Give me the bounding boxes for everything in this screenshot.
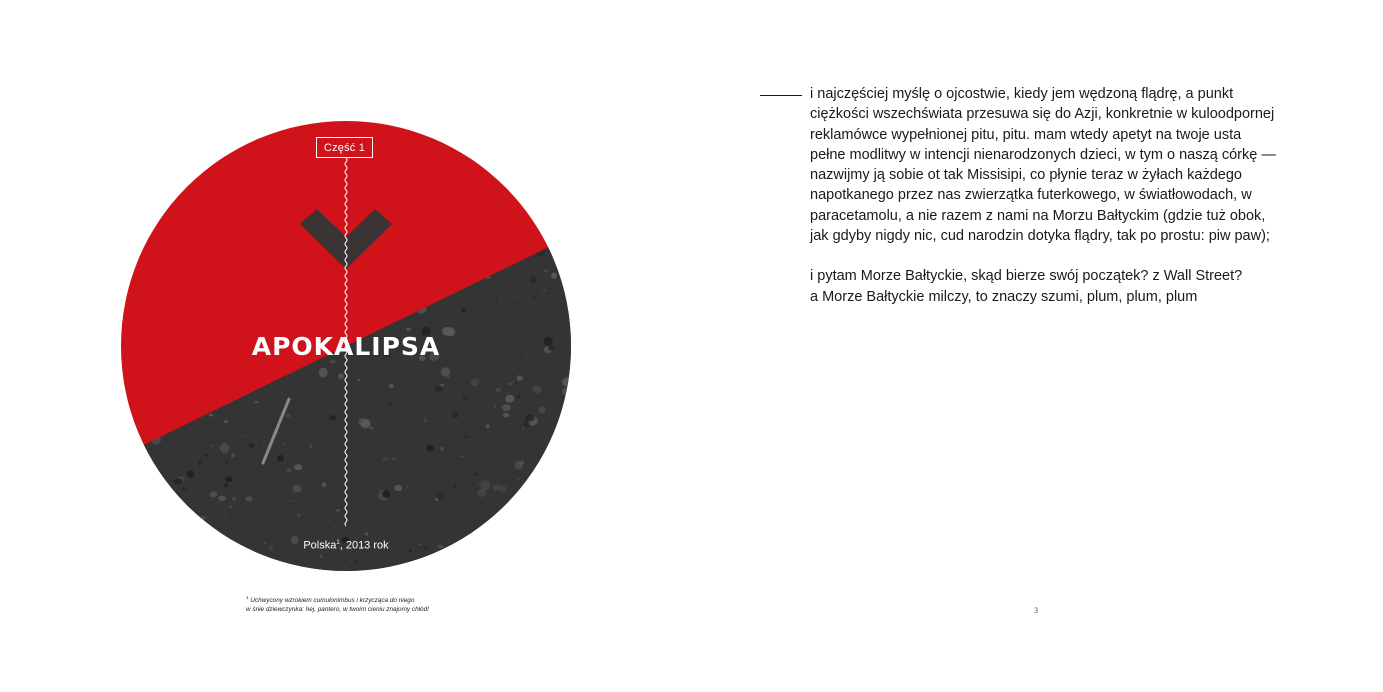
soil-stone: [519, 353, 523, 356]
soil-stone: [395, 485, 402, 492]
soil-stone: [561, 483, 571, 492]
soil-stone: [453, 485, 457, 487]
soil-stone: [565, 457, 568, 460]
soil-stone: [382, 457, 388, 461]
soil-stone: [466, 557, 473, 563]
soil-stone: [173, 499, 183, 506]
soil-stone: [446, 375, 450, 378]
poem-line: napotkanego przez nas zwierzątka futerkowego, w światłowodach, w: [810, 187, 1252, 204]
soil-stone: [499, 530, 508, 539]
soil-stone: [452, 412, 458, 418]
poem-line: i pytam Morze Bałtyckie, skąd bierze swój początek? z Wall Street?: [810, 268, 1243, 285]
soil-stone: [354, 561, 358, 564]
soil-stone: [370, 427, 373, 429]
soil-stone: [539, 407, 546, 414]
place-name: Polska: [303, 539, 337, 552]
soil-stone: [508, 382, 513, 385]
stanza-2: [810, 266, 1310, 307]
soil-stone: [121, 397, 125, 401]
soil-stone: [517, 395, 521, 398]
soil-stone: [287, 414, 291, 417]
soil-stone: [469, 543, 471, 545]
soil-stone: [327, 526, 330, 528]
soil-stone: [438, 545, 444, 549]
em-dash-rule: [760, 95, 802, 96]
year-text: , 2013 rok: [339, 539, 389, 552]
soil-stone: [513, 380, 515, 382]
footnote-line-2: w śnie dziewczynka: hej, pantero, w twoim cieniu znajomy chłód!: [246, 605, 429, 613]
soil-stone: [187, 471, 195, 478]
soil-stone: [382, 490, 390, 498]
soil-stone: [319, 555, 322, 558]
poem-text: [810, 84, 1310, 327]
soil-stone: [204, 454, 208, 457]
soil-stone: [286, 469, 291, 473]
footnote-mark: 1: [246, 595, 249, 600]
soil-stone: [493, 484, 501, 491]
soil-stone: [223, 514, 226, 516]
soil-stone: [241, 556, 247, 560]
soil-stone: [349, 566, 351, 567]
soil-stone: [393, 458, 396, 460]
soil-stone: [231, 454, 235, 458]
soil-stone: [543, 269, 548, 272]
soil-stone: [462, 396, 468, 400]
soil-stone: [322, 482, 327, 487]
soil-stone: [529, 276, 537, 283]
soil-stone: [223, 420, 228, 423]
soil-stone: [559, 445, 563, 448]
poem-line: nazwijmy ją sobie ot tak Missisipi, co płynie teraz w żyłach każdego: [810, 167, 1242, 184]
soil-stone: [525, 415, 534, 422]
soil-stone: [563, 327, 565, 329]
soil-stone: [539, 491, 544, 496]
soil-stone: [139, 492, 145, 496]
soil-stone: [329, 415, 337, 420]
part-label: Część 1: [316, 137, 373, 158]
soil-stone: [182, 488, 187, 491]
soil-stone: [551, 273, 557, 279]
chapter-title: APOKALIPSA: [251, 332, 441, 361]
soil-stone: [495, 299, 498, 302]
soil-stone: [248, 552, 256, 557]
soil-stone: [461, 455, 464, 457]
soil-stone: [297, 514, 300, 516]
soil-stone: [185, 561, 187, 563]
soil-stone: [496, 388, 502, 392]
soil-stone: [293, 485, 302, 492]
soil-stone: [357, 379, 360, 382]
soil-stone: [465, 436, 468, 438]
soil-stone: [292, 501, 296, 505]
soil-stone: [551, 501, 561, 508]
soil-stone: [198, 461, 202, 465]
soil-stone: [507, 507, 509, 508]
soil-stone: [235, 445, 238, 447]
poem-line: i najczęściej myślę o ojcostwie, kiedy jem wędzoną flądrę, a punkt: [810, 86, 1234, 102]
soil-stone: [319, 368, 328, 378]
soil-stone: [552, 542, 561, 551]
soil-stone: [503, 413, 509, 417]
soil-stone: [441, 367, 450, 376]
poem-line: pełne modlitwy w intencji nienarodzonych dzieci, w tym o naszą córkę —: [810, 146, 1276, 163]
soil-stone: [229, 506, 232, 508]
soil-stone: [225, 461, 228, 464]
soil-stone: [440, 384, 444, 386]
soil-stone: [426, 445, 434, 451]
soil-stone: [478, 483, 480, 485]
soil-stone: [340, 425, 343, 427]
soil-stone: [252, 552, 259, 557]
soil-stone: [224, 483, 228, 488]
soil-stone: [336, 509, 339, 511]
page-number: 3: [1034, 606, 1038, 615]
soil-stone: [338, 373, 344, 379]
soil-stone: [493, 405, 496, 408]
soil-stone: [505, 395, 514, 403]
poem-line: a Morze Bałtyckie milczy, to znaczy szumi, plum, plum, plum: [810, 288, 1198, 305]
soil-stone: [361, 419, 371, 429]
soil-stone: [389, 384, 394, 388]
soil-stone: [248, 443, 255, 448]
soil-stone: [502, 404, 511, 411]
poem-line: reklamówce wypełnionej pitu, pitu. mam wtedy apetyt na twoje usta: [810, 126, 1242, 143]
soil-stone: [232, 497, 236, 501]
soil-stone: [522, 428, 524, 430]
soil-stone: [461, 308, 466, 312]
soil-stone: [259, 443, 261, 445]
soil-stone: [145, 483, 151, 488]
poem-line: paracetamolu, a nie razem z nami na Morzu Bałtyckim (gdzie tuż obok,: [810, 207, 1266, 224]
soil-stone: [125, 282, 130, 286]
footnote-reference: 1: [336, 540, 340, 546]
soil-stone: [225, 477, 232, 483]
soil-stone: [548, 346, 554, 351]
soil-stone: [486, 424, 490, 428]
soil-stone: [161, 494, 171, 502]
soil-stone: [218, 496, 226, 501]
soil-stone: [439, 435, 441, 437]
soil-stone: [542, 289, 546, 292]
soil-stone: [553, 241, 558, 246]
soil-stone: [210, 491, 218, 497]
soil-stone: [544, 504, 549, 507]
soil-stone: [254, 401, 258, 404]
poem-line: ciężkości wszechświata przesuwa się do Azji, konkretnie w kuloodpornej: [810, 106, 1275, 123]
soil-stone: [543, 337, 553, 346]
right-page: [692, 0, 1383, 692]
soil-stone: [294, 464, 302, 470]
soil-stone: [435, 386, 443, 392]
soil-stone: [389, 403, 392, 405]
soil-stone: [517, 478, 519, 480]
soil-stone: [437, 556, 444, 561]
soil-stone: [534, 295, 537, 298]
soil-stone: [220, 443, 230, 453]
soil-stone: [130, 247, 140, 254]
soil-stone: [474, 567, 477, 569]
place-and-year: [266, 535, 426, 554]
soil-stone: [532, 386, 541, 394]
soil-stone: [500, 332, 502, 333]
soil-stone: [524, 421, 530, 427]
stanza-1: [810, 84, 1310, 246]
soil-stone: [570, 245, 572, 246]
soil-stone: [355, 431, 358, 433]
footnote-line-1: Uchwycony wzrokiem cumulonimbus i krzycząca do niego: [248, 597, 415, 605]
soil-stone: [201, 516, 205, 520]
soil-stone: [515, 382, 517, 383]
poem-line: jak gdyby nigdy nic, cud narodzin dotyka flądry, tak po prostu: piw paw);: [810, 228, 1270, 245]
soil-stone: [339, 392, 341, 393]
soil-stone: [309, 445, 313, 448]
soil-stone: [245, 496, 253, 501]
soil-stone: [174, 479, 183, 485]
soil-stone: [211, 445, 214, 447]
soil-stone: [528, 504, 530, 506]
soil-stone: [475, 473, 479, 477]
soil-stone: [436, 492, 444, 500]
soil-stone: [424, 419, 428, 422]
soil-stone: [242, 435, 244, 436]
soil-stone: [471, 379, 479, 387]
soil-stone: [560, 242, 562, 244]
soil-stone: [517, 375, 523, 381]
soil-stone: [406, 485, 409, 488]
soil-stone: [273, 470, 275, 472]
footnote: [246, 594, 506, 614]
soil-stone: [440, 447, 444, 451]
soil-stone: [209, 414, 213, 417]
soil-stone: [514, 295, 516, 297]
soil-stone: [511, 510, 516, 515]
soil-stone: [277, 455, 284, 462]
soil-stone: [515, 461, 523, 470]
soil-stone: [283, 443, 285, 445]
soil-stone: [480, 480, 490, 491]
